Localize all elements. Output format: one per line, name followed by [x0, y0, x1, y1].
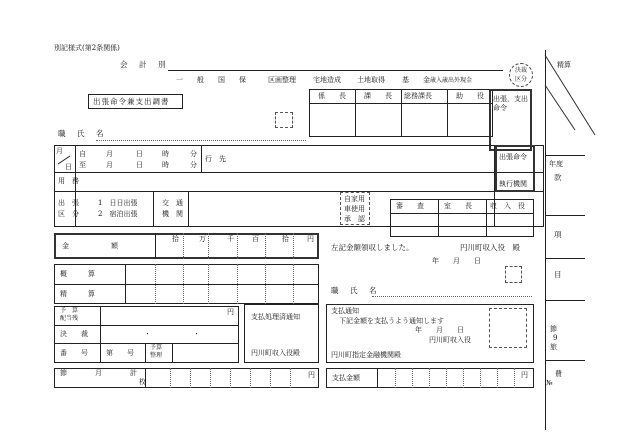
trip-col-dest: [201, 145, 202, 172]
payment-notice-body: 下記金額を支払うよう通知します: [339, 317, 444, 325]
approval-chief: 係 長: [318, 92, 346, 100]
budget-org-1: 予算: [150, 344, 163, 351]
trip-from: 自: [79, 150, 86, 158]
trip-type-label-1: 出 張: [58, 199, 79, 207]
estimate-div-0: [125, 264, 126, 304]
to-min: 分: [190, 161, 197, 169]
pay-div-4: [446, 368, 447, 388]
audit-header-line: [390, 213, 534, 214]
amount-div-3: [237, 233, 238, 259]
side-section-2: 9: [553, 334, 558, 342]
approval-section-head: 課 長: [364, 92, 392, 100]
settlement-label: 精算: [557, 61, 571, 69]
payment-stamp-box: [489, 308, 527, 348]
total-div-7: [290, 368, 291, 388]
total-div-1: [170, 368, 171, 388]
total-div-4: [230, 368, 231, 388]
side-line-4: [545, 300, 585, 301]
car-use-box: [340, 192, 370, 225]
seal-text-1: 決裁: [515, 67, 528, 74]
doc-title: 出張命令兼支出調書: [93, 97, 170, 106]
pay-amount-yen: 円: [521, 371, 528, 379]
trip-month: 月: [56, 147, 63, 155]
payment-notice-bank: 円川町指定金融機関殿: [331, 351, 401, 359]
transport-label-2: 機 関: [162, 210, 183, 218]
number-no: 第 号: [106, 349, 134, 357]
estimate-div-1: [155, 264, 156, 304]
from-month: 月: [106, 150, 113, 158]
receipt-date: 年 月 日: [432, 257, 481, 265]
total-yen: 円: [308, 371, 315, 379]
audit-div-2: [486, 199, 487, 237]
from-day: 日: [136, 150, 143, 158]
receipt-text: 左記金額領収しました。: [331, 243, 414, 252]
transport-label-1: 交 通: [162, 199, 183, 207]
paid-notice-title: 支払処理済通知: [251, 313, 300, 321]
side-year: 年度: [549, 160, 563, 168]
side-item-moku: 目: [554, 270, 562, 279]
payment-notice-title: 支払通知: [331, 307, 359, 315]
from-min: 分: [190, 150, 197, 158]
approval-div-1: [355, 89, 356, 137]
audit-div-1: [438, 199, 439, 237]
amount-div-1: [183, 233, 184, 259]
side-line-2: [545, 215, 585, 216]
car-use-2: 車使用: [344, 205, 365, 213]
amount-unit-3: 千: [227, 235, 234, 243]
total-label: 節 月 計: [60, 369, 137, 377]
person-name-label: 職 氏 名: [58, 129, 106, 138]
trip-row-1: [54, 172, 544, 173]
order-box-text: 出張，支出命令: [493, 95, 528, 113]
side-section-1: 節: [550, 325, 557, 333]
side-item-kan: 款: [554, 173, 562, 182]
budget-org-div-2: [172, 343, 173, 363]
total-div-5: [250, 368, 251, 388]
account-cat-land-acq: 土地取得: [357, 76, 385, 84]
side-cert-2: №: [546, 379, 553, 387]
trip-type-label-2: 区 分: [58, 210, 79, 218]
amount-div-5: [293, 233, 294, 259]
side-line-3: [545, 258, 585, 259]
side-line-5: [545, 360, 585, 361]
account-cat-nhi: 国 保: [218, 76, 246, 84]
budget-col: [100, 306, 101, 363]
decision-seal: [509, 63, 533, 87]
approval-div-3: [447, 89, 448, 137]
amount-unit-5: 拾: [282, 235, 289, 243]
trip-type-option-1: 1 日日出張: [98, 199, 138, 207]
budget-label-1: 予 算: [60, 307, 79, 314]
person-name-line: [96, 140, 306, 141]
destination-label: 行 先: [205, 155, 226, 163]
seal-text-2: 区分: [515, 76, 528, 83]
receipt-stamp-box: [505, 266, 522, 283]
payment-notice-box: [326, 304, 534, 363]
account-cat-land-readjust: 区画整理: [268, 76, 296, 84]
amount-unit-4: 百: [252, 235, 259, 243]
pay-div-5: [463, 368, 464, 388]
receipt-name: 職 氏 名: [331, 286, 379, 295]
amount-div-4: [265, 233, 266, 259]
transport-div: [153, 191, 154, 227]
amount-unit-2: 万: [199, 235, 206, 243]
side-item-kou: 項: [554, 230, 562, 239]
amount-unit-6: 円: [307, 235, 314, 243]
audit-review: 審 査: [396, 202, 424, 210]
budget-row-1: [54, 325, 239, 326]
paid-notice-box: [244, 304, 319, 363]
pay-div-3: [429, 368, 430, 388]
to-hour: 時: [162, 161, 169, 169]
trip-day: 日: [65, 163, 72, 171]
account-categories: [176, 77, 501, 87]
receipt-to: 円川町収入役 殿: [460, 243, 520, 252]
total-sheets: 枚: [139, 378, 146, 386]
paid-notice-office: 円川町収入役殿: [251, 349, 300, 357]
title-box: [88, 94, 183, 109]
to-month: 月: [106, 161, 113, 169]
budget-row-2: [54, 343, 239, 344]
amount-div-2: [208, 233, 209, 259]
pay-div-1: [395, 368, 396, 388]
total-div-2: [190, 368, 191, 388]
account-cat-housing-land: 宅地造成: [313, 76, 341, 84]
pay-div-8: [514, 368, 515, 388]
number-label: 番 号: [60, 349, 88, 357]
audit-office-head: 室 長: [444, 202, 472, 210]
estimate-mid: [54, 284, 319, 285]
budget-label-2: 配当残: [60, 315, 79, 322]
estimate-div-2: [183, 264, 184, 304]
trip-order-box: [495, 145, 535, 192]
trip-to: 至: [79, 161, 86, 169]
pay-div-2: [412, 368, 413, 388]
audit-treasurer: 収 入 役: [490, 202, 525, 210]
amount-label: 金 額: [62, 242, 118, 250]
to-day: 日: [136, 161, 143, 169]
pay-amount-col: [377, 368, 378, 388]
side-cert-1: 費: [555, 370, 562, 378]
amount-div-0: [155, 233, 156, 259]
purpose-label: 用 務: [58, 177, 79, 185]
decision-dots: ・ ・: [144, 330, 200, 338]
stamp-box-small: [275, 112, 293, 128]
decision-label: 決 裁: [60, 330, 88, 338]
account-cat-fund: 基 金: [402, 76, 430, 84]
total-div-3: [210, 368, 211, 388]
side-line-1: [545, 155, 585, 156]
account-line: [168, 70, 503, 71]
budget-org-div: [145, 343, 146, 363]
payment-notice-from: 円川町収入役: [429, 336, 471, 344]
amount-unit-1: 拾: [172, 235, 179, 243]
estimate-div-5: [265, 264, 266, 304]
budget-org-2: 整理: [150, 352, 163, 359]
account-cat-general: 一 般: [176, 76, 204, 84]
pay-div-7: [497, 368, 498, 388]
trip-row-2: [54, 191, 544, 192]
order-box: [489, 89, 532, 151]
pay-amount-label: 支払金額: [332, 374, 360, 382]
transport-div-2: [188, 191, 189, 227]
estimate-div-3: [208, 264, 209, 304]
settle-label: 精 算: [60, 290, 95, 298]
approval-gad-head: 総務課長: [404, 92, 432, 100]
from-hour: 時: [162, 150, 169, 158]
form-title: 別記様式(第2条関係): [54, 44, 120, 52]
approval-div-2: [401, 89, 402, 137]
estimate-div-4: [237, 264, 238, 304]
trip-exec-label: 執行機関: [499, 180, 527, 188]
trip-type-option-2: 2 宿泊出張: [98, 210, 138, 218]
receipt-name-line: [372, 296, 532, 297]
budget-yen: 円: [227, 308, 234, 316]
pay-div-6: [480, 368, 481, 388]
total-div-6: [270, 368, 271, 388]
payment-notice-date: 年 月 日: [415, 326, 464, 334]
car-use-3: 承 認: [344, 215, 365, 223]
car-use-1: 自家用: [344, 195, 365, 203]
trip-order-label: 出張命令: [499, 153, 527, 161]
diagonal-strokes: [540, 50, 600, 140]
approval-deputy: 助 役: [456, 92, 484, 100]
estimate-label: 概 算: [60, 270, 95, 278]
account-cat-external: 歳入歳出外現金: [430, 77, 473, 84]
side-section-3: 旅: [550, 343, 557, 351]
estimate-div-6: [293, 264, 294, 304]
account-label: 会 計 別: [120, 60, 168, 69]
